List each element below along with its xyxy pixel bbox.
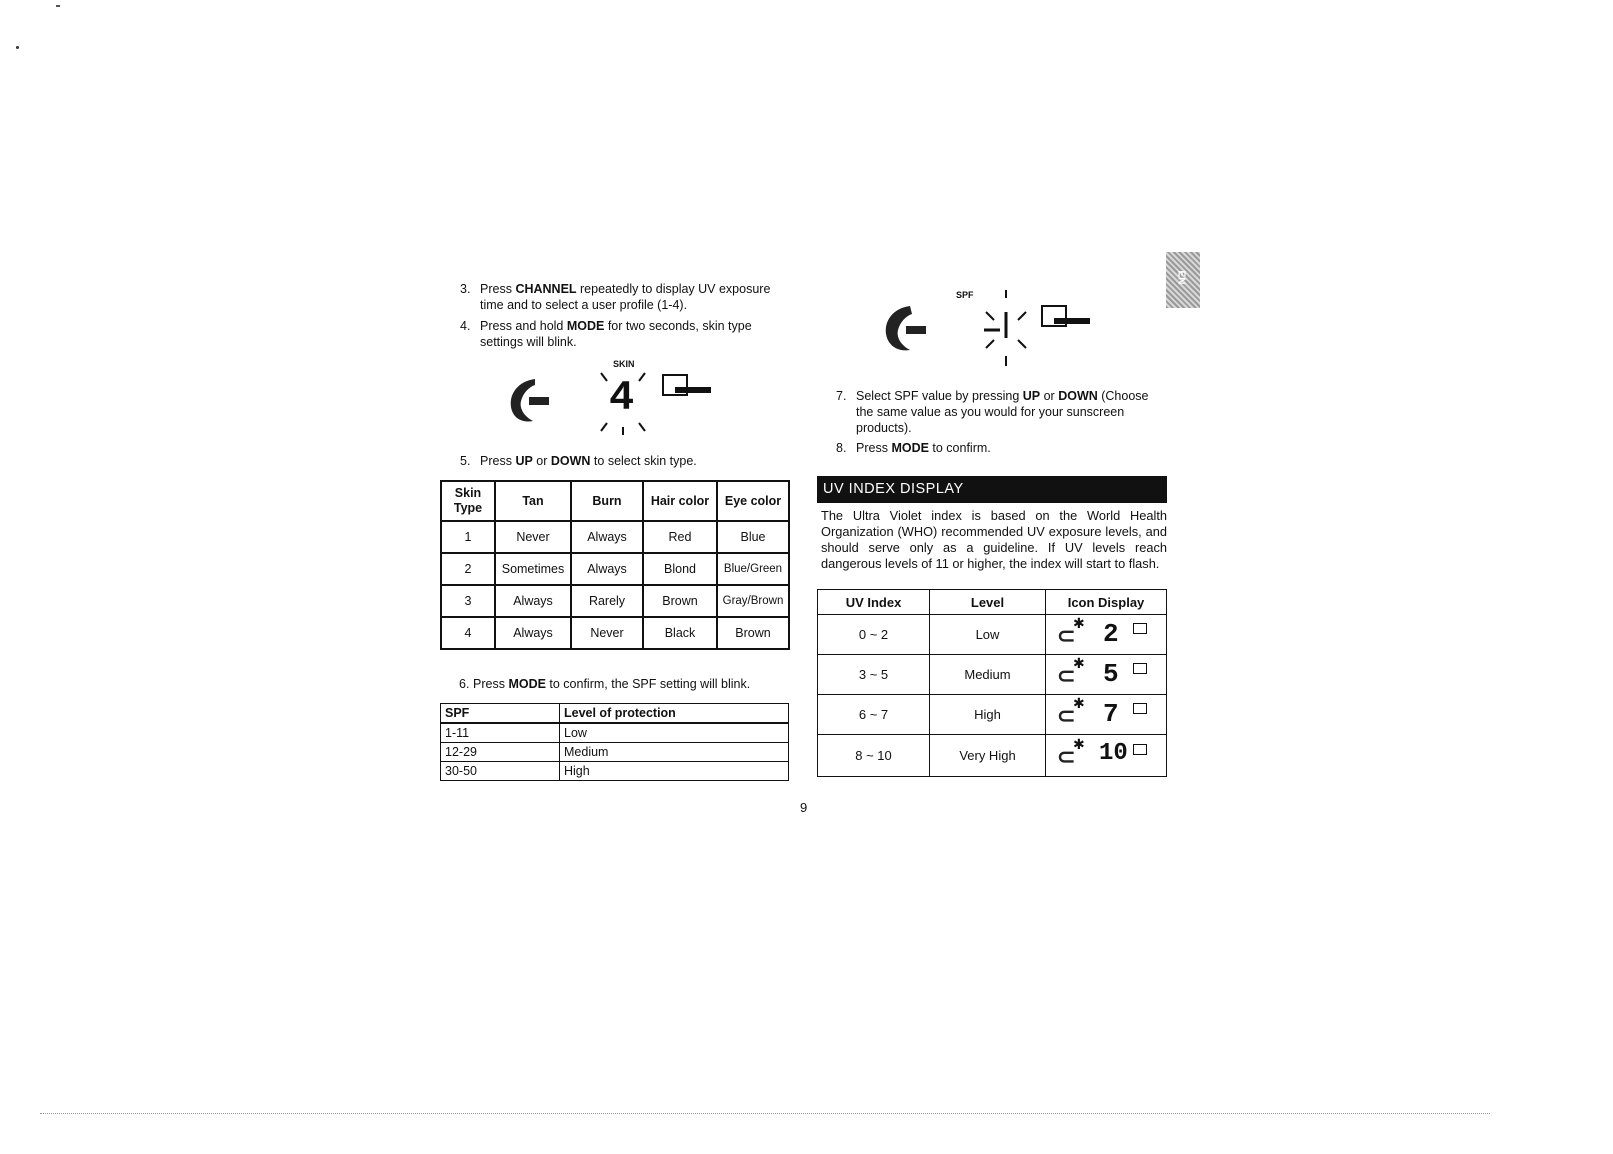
table-row: 3 Always Rarely Brown Gray/Brown	[441, 585, 789, 617]
sun-icon: ✱	[1073, 735, 1085, 752]
step-5: 5. Press UP or DOWN to select skin type.	[460, 454, 697, 468]
sun-icon: ✱	[1073, 694, 1085, 711]
uv-digit: 7	[1103, 698, 1119, 729]
lcd-skin-setting-illustration	[505, 357, 725, 437]
table-row: 30-50 High	[441, 762, 789, 781]
uv-digit: 5	[1103, 658, 1119, 689]
table-header: Hair color	[643, 481, 717, 521]
uv-index-paragraph: The Ultra Violet index is based on the World Health Organization (WHO) recommended UV exposure levels, and should serve only as a guideline. If UV levels reach dangerous levels of 11 or higher, the index will start to flash.	[821, 508, 1167, 571]
table-row: 6 ~ 7 High ⊂ ✱ 7	[818, 695, 1167, 735]
table-row: 12-29 Medium	[441, 743, 789, 762]
step-7: 7. Select SPF value by pressing UP or DOWN (Choose the same value as you would for your sunscreen products).	[836, 389, 1149, 435]
table-row: UV Index Level Icon Display	[818, 590, 1167, 615]
uv-digit: 2	[1103, 618, 1119, 649]
step-4: 4. Press and hold MODE for two seconds, skin type settings will blink.	[460, 319, 752, 349]
scan-mark	[56, 5, 60, 7]
lcd-spf-setting-illustration	[880, 286, 1100, 370]
sun-icon: ✱	[1073, 654, 1085, 671]
table-row: 0 ~ 2 Low ⊂ ✱ 2	[818, 615, 1167, 655]
table-header: Tan	[495, 481, 571, 521]
uv-index-table	[817, 589, 1167, 777]
table-row: SPF Level of protection	[441, 704, 789, 724]
table-header: Burn	[571, 481, 643, 521]
table-header: Eye color	[717, 481, 789, 521]
skin-label: SKIN	[613, 359, 635, 369]
skin-type-table	[440, 480, 790, 650]
table-row: 8 ~ 10 Very High ⊂ ✱ 10	[818, 735, 1167, 777]
table-row: 3 ~ 5 Medium ⊂ ✱ 5	[818, 655, 1167, 695]
section-title: UV INDEX DISPLAY	[817, 476, 1167, 503]
step-8: 8. Press MODE to confirm.	[836, 441, 991, 455]
scan-mark	[16, 46, 19, 49]
step-6: 6. Press MODE to confirm, the SPF setting will blink.	[459, 677, 751, 691]
uv-icon-display: ⊂ ✱ 7	[1046, 695, 1167, 735]
spf-table	[440, 703, 789, 781]
lcd-digit: 4	[609, 374, 635, 422]
table-row: 1 Never Always Red Blue	[441, 521, 789, 553]
language-tab: EN	[1166, 252, 1200, 308]
spf-label: SPF	[956, 290, 974, 300]
table-row: 2 Sometimes Always Blond Blue/Green	[441, 553, 789, 585]
step-3: 3. Press CHANNEL repeatedly to display UV exposure time and to select a user profile (1-4).	[460, 282, 771, 312]
table-header: Skin Type	[441, 481, 495, 521]
uv-icon-display: ⊂ ✱ 5	[1046, 655, 1167, 695]
uv-icon-display: ⊂ ✱ 2	[1046, 615, 1167, 655]
table-row: 4 Always Never Black Brown	[441, 617, 789, 649]
scan-edge-line	[40, 1113, 1490, 1114]
table-row: 1-11 Low	[441, 723, 789, 743]
uv-digit: 10	[1099, 739, 1128, 767]
page-number: 9	[800, 800, 808, 815]
sun-icon: ✱	[1073, 614, 1085, 631]
uv-icon-display: ⊂ ✱ 10	[1046, 735, 1167, 777]
